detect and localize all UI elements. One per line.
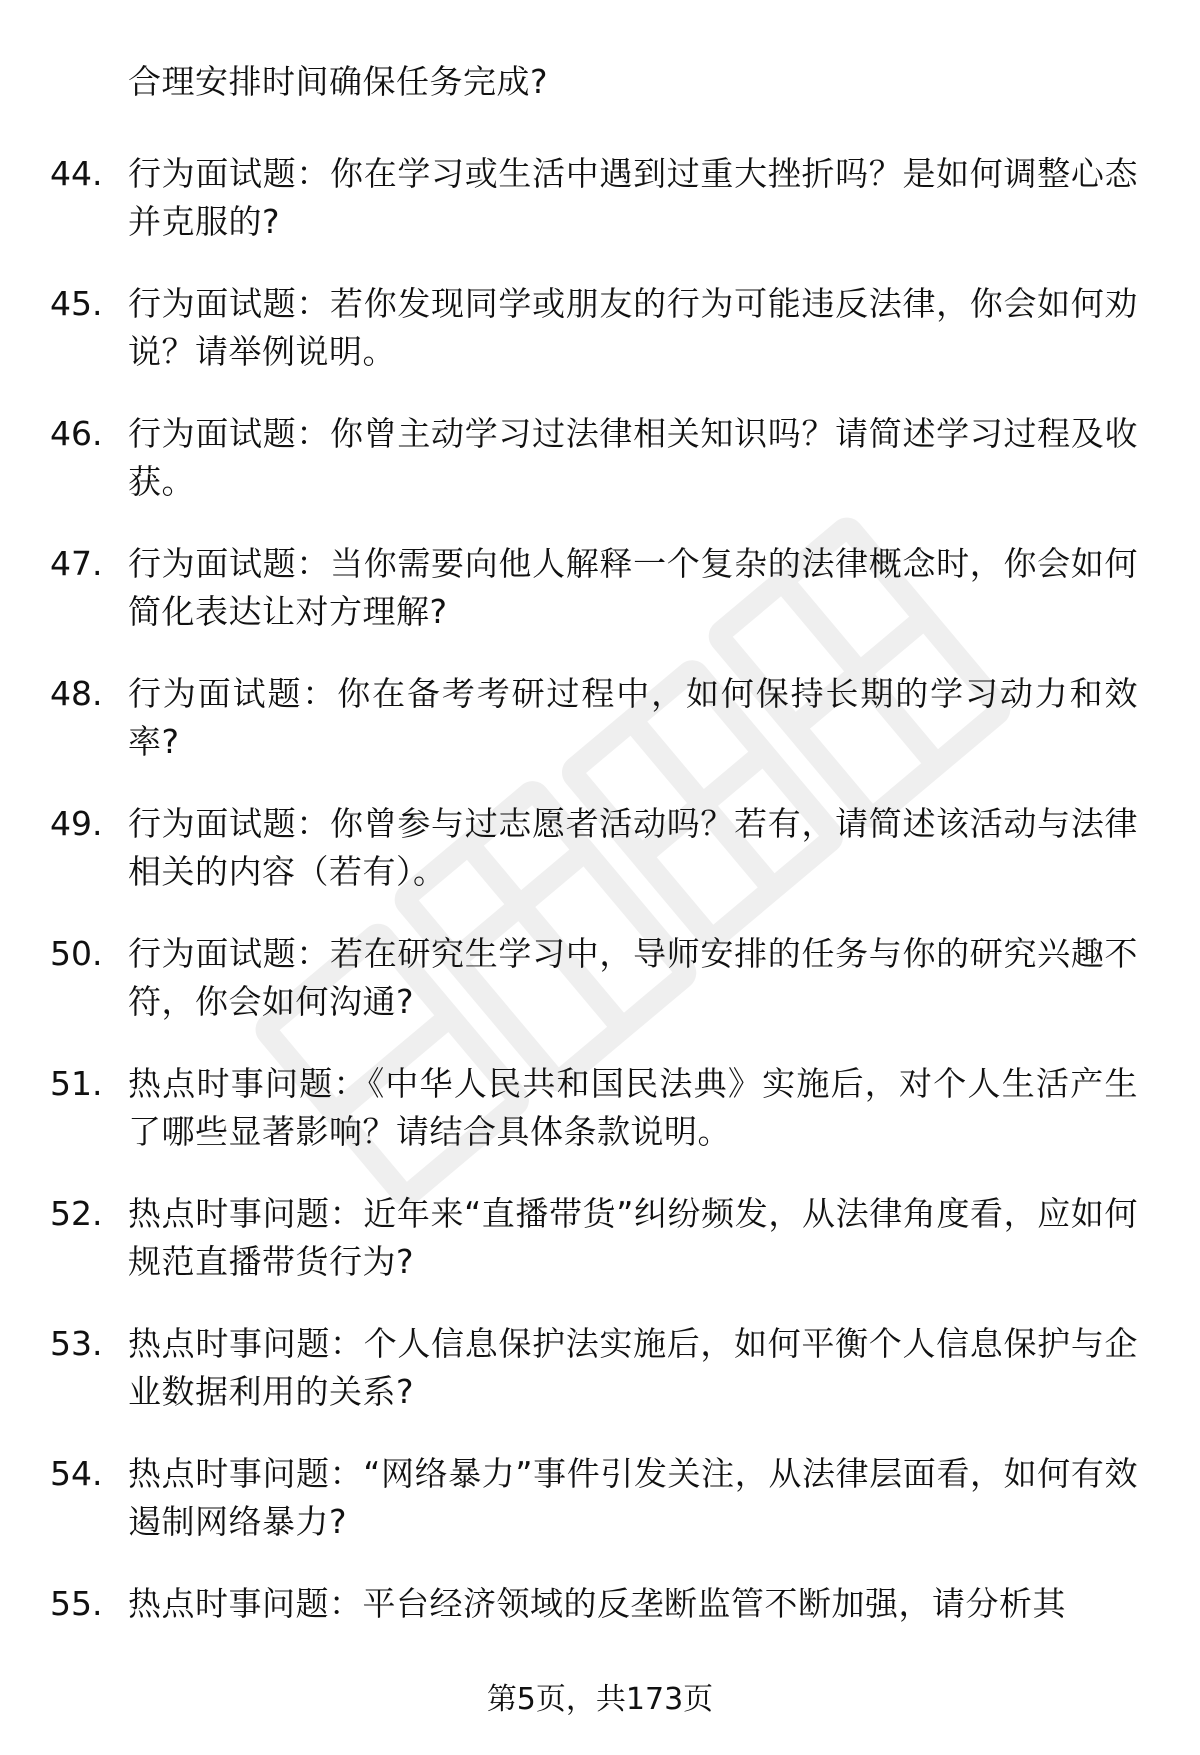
page-footer: 第5页，共173页: [486, 1682, 714, 1717]
list-item: [0, 1060, 1200, 1190]
question-number: 53.: [50, 1324, 103, 1363]
list-item: [0, 930, 1200, 1060]
list-item: [0, 540, 1200, 670]
question-text: 热点时事问题：平台经济领域的反垄断监管不断加强，请分析其: [128, 1584, 1066, 1623]
question-text: 行为面试题：你在学习或生活中遇到过重大挫折吗？是如何调整心态并克服的?: [128, 154, 1138, 241]
list-item: [0, 1320, 1200, 1450]
question-text: 行为面试题：你曾主动学习过法律相关知识吗？请简述学习过程及收获。: [128, 414, 1138, 501]
question-text: 行为面试题：当你需要向他人解释一个复杂的法律概念时，你会如何简化表达让对方理解?: [128, 544, 1138, 631]
question-number: 47.: [50, 544, 103, 583]
question-text: 行为面试题：你曾参与过志愿者活动吗？若有，请简述该活动与法律相关的内容（若有）。: [128, 804, 1138, 891]
question-number: 46.: [50, 414, 103, 453]
list-item: [0, 1450, 1200, 1580]
question-text: 热点时事问题：个人信息保护法实施后，如何平衡个人信息保护与企业数据利用的关系?: [128, 1324, 1138, 1411]
question-list: [0, 150, 1200, 1710]
question-number: 44.: [50, 154, 103, 193]
list-item: [0, 150, 1200, 280]
question-number: 51.: [50, 1064, 103, 1103]
continuation-text: 合理安排时间确保任务完成?: [128, 62, 549, 101]
question-text: 热点时事问题：近年来“直播带货”纠纷频发，从法律角度看，应如何规范直播带货行为?: [128, 1194, 1138, 1281]
question-number: 50.: [50, 934, 103, 973]
question-text: 热点时事问题：“网络暴力”事件引发关注，从法律层面看，如何有效遏制网络暴力?: [128, 1454, 1138, 1541]
list-item: [0, 1190, 1200, 1320]
list-item: [0, 280, 1200, 410]
list-item: [0, 670, 1200, 800]
question-number: 55.: [50, 1584, 103, 1623]
question-text: 行为面试题：你在备考考研过程中，如何保持长期的学习动力和效率?: [128, 674, 1138, 761]
question-text: 行为面试题：若在研究生学习中，导师安排的任务与你的研究兴趣不符，你会如何沟通?: [128, 934, 1138, 1021]
question-number: 48.: [50, 674, 103, 713]
question-text: 行为面试题：若你发现同学或朋友的行为可能违反法律，你会如何劝说？请举例说明。: [128, 284, 1138, 371]
list-item: [0, 800, 1200, 930]
question-number: 45.: [50, 284, 103, 323]
list-item: [0, 410, 1200, 540]
question-number: 52.: [50, 1194, 103, 1233]
question-number: 49.: [50, 804, 103, 843]
question-text: 热点时事问题：《中华人民共和国民法典》实施后，对个人生活产生了哪些显著影响？请结合具体条款说明。: [128, 1064, 1138, 1151]
question-number: 54.: [50, 1454, 103, 1493]
